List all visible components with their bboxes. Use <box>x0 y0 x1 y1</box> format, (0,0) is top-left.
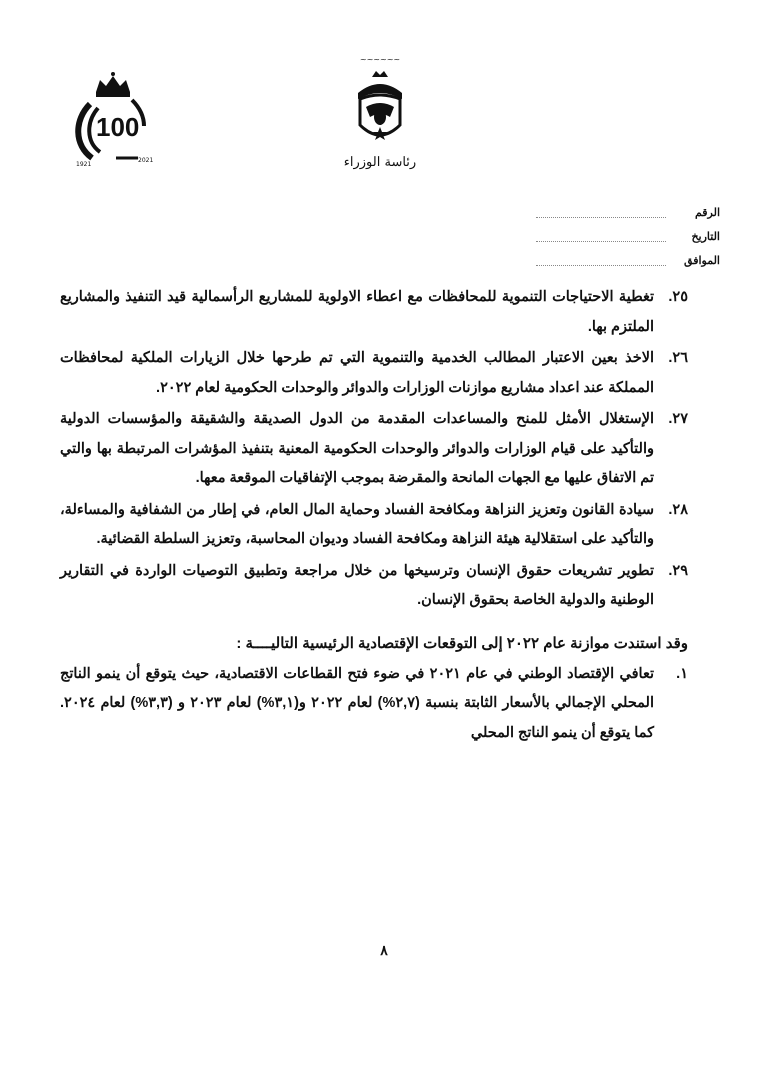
emblem-caption: رئاسة الوزراء <box>343 155 417 170</box>
item-number: ١. <box>676 665 688 682</box>
item-text: الإستغلال الأمثل للمنح والمساعدات المقدمة من الدول الصديقة والشقيقة والمؤسسات الدولية والتأكيد على قيام الوزارات والدوائر والوحدات الحكومية المعنية بتنفيذ المؤشرات المرتبطة بها والتي تم الاتفاق عليها مع الجهات المانحة والمقرضة بموجب الإتفاقيات الموقعة معها. <box>60 411 654 486</box>
field-line <box>536 231 666 242</box>
field-label: الموافق <box>684 254 720 267</box>
centenary-number: 100 <box>96 112 140 142</box>
centenary-emblem-icon <box>68 70 158 170</box>
item-text: تعافي الإقتصاد الوطني في عام ٢٠٢١ في ضوء فتح القطاعات الاقتصادية، حيث يتوقع أن ينمو الناتج المحلي الإجمالي بالأسعار الثابتة بنسبة (٢,٧%) لعام ٢٠٢٢ و(٣,١%) لعام ٢٠٢٣ و (٣,٣%) لعام ٢٠٢٤. كما يتوقع أن ينمو الناتج المحلي <box>60 665 655 741</box>
item-number: ٢٨. <box>668 501 688 518</box>
list-item <box>60 405 688 494</box>
field-line <box>536 255 666 266</box>
svg-text:1921: 1921 <box>76 161 92 168</box>
emblem-motto: ~~~~~~ <box>359 55 401 64</box>
coat-of-arms <box>340 55 420 180</box>
list-item <box>60 557 688 616</box>
section-heading: وقد استندت موازنة عام ٢٠٢٢ إلى التوقعات الإقتصادية الرئيسية التاليــــة : <box>236 634 688 652</box>
document-body <box>60 283 688 750</box>
reference-fields <box>536 200 720 272</box>
item-number: ٢٧. <box>668 411 688 427</box>
page-number: ٨ <box>380 942 388 958</box>
field-label: التاريخ <box>691 230 720 243</box>
field-label: الرقم <box>694 206 720 219</box>
field-line <box>536 207 666 218</box>
item-text: تطوير تشريعات حقوق الإنسان وترسيخها من خلال مراجعة وتطبيق التوصيات الواردة في التقارير الوطنية والدولية الخاصة بحقوق الإنسان. <box>60 562 654 608</box>
item-text: تغطية الاحتياجات التنموية للمحافظات مع اعطاء الاولوية للمشاريع الرأسمالية قيد التنفيذ والمشاريع الملتزم بها. <box>60 289 654 335</box>
list-item <box>60 344 688 403</box>
item-text: سيادة القانون وتعزيز النزاهة ومكافحة الفساد وحماية المال العام، في إطار من الشفافية والمساءلة، والتأكيد على استقلالية هيئة النزاهة ومكافحة الفساد وديوان المحاسبة، وتعزيز السلطة القضائية. <box>60 501 654 547</box>
item-number: ٢٦. <box>668 350 688 366</box>
coat-of-arms-icon <box>350 69 410 149</box>
list-item <box>60 283 688 342</box>
date-field <box>536 224 720 248</box>
list-item <box>60 660 688 749</box>
list-item <box>60 496 688 555</box>
reference-number-field <box>536 200 720 224</box>
item-number: ٢٥. <box>668 289 688 305</box>
centenary-logo <box>68 70 158 170</box>
item-number: ٢٩. <box>668 562 688 579</box>
corresponding-date-field <box>536 248 720 272</box>
item-text: الاخذ بعين الاعتبار المطالب الخدمية والتنموية التي تم طرحها خلال الزيارات الملكية لمحافظات المملكة عند اعداد مشاريع موازنات الوزارات والدوائر والوحدات الحكومية لعام ٢٠٢٢. <box>60 350 654 396</box>
svg-text:2021: 2021 <box>138 157 154 164</box>
